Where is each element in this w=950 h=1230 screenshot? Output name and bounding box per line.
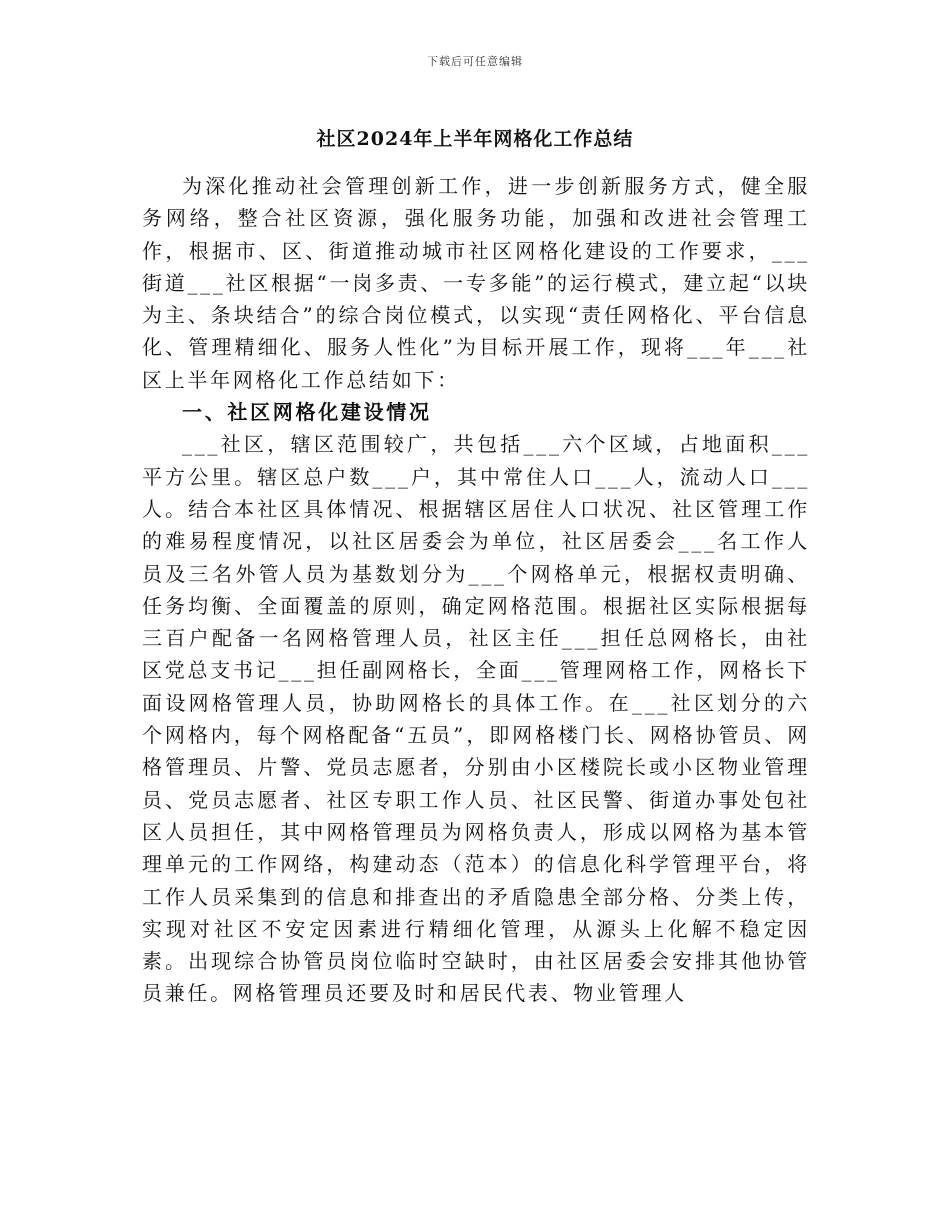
section-paragraph: ___社区，辖区范围较广，共包括___六个区域，占地面积___平方公里。辖区总户数___户，其中常住人口___人，流动人口___人。结合本社区具体情况、根据辖区居住人口状况、社区管理工作的难易程度情况，以社区居委会为单位，社区居委会___名工作人员及三名外管人员为基数划分为___个网格单元，根据权责明确、任务均衡、全面覆盖的原则，确定网格范围。根据社区实际根据每三百户配备一名网格管理人员，社区主任___担任总网格长，由社区党总支书记___担任副网格长，全面___管理网格工作，网格长下面设网格管理人员，协助网格长的具体工作。在___社区划分的六个网格内，每个网格配备“五员”，即网格楼门长、网格协管员、网格管理员、片警、党员志愿者，分别由小区楼院长或小区物业管理员、党员志愿者、社区专职工作人员、社区民警、街道办事处包社区人员担任，其中网格管理员为网格负责人，形成以网格为基本管理单元的工作网络，构建动态（范本）的信息化科学管理平台，将工作人员采集到的信息和排查出的矛盾隐患全部分格、分类上传，实现对社区不安定因素进行精细化管理，从源头上化解不稳定因素。出现综合协管员岗位临时空缺时，由社区居委会安排其他协管员兼任。网格管理员还要及时和居民代表、物业管理人 (142, 432, 810, 1006)
intro-paragraph: 为深化推动社会管理创新工作，进一步创新服务方式，健全服务网络，整合社区资源，强化服务功能，加强和改进社会管理工作，根据市、区、街道推动城市社区网格化建设的工作要求，___街道___社区根据“一岗多责、一专多能”的运行模式，建立起“以块为主、条块结合”的综合岗位模式，以实现“责任网格化、平台信息化、管理精细化、服务人性化”为目标开展工作，现将___年___社区上半年网格化工作总结如下： (142, 174, 810, 392)
header-note: 下载后可任意编辑 (427, 55, 523, 68)
document-body (142, 170, 810, 1010)
section-heading: 一、社区网格化建设情况 (182, 400, 432, 425)
document-title: 社区2024年上半年网格化工作总结 (316, 128, 634, 150)
